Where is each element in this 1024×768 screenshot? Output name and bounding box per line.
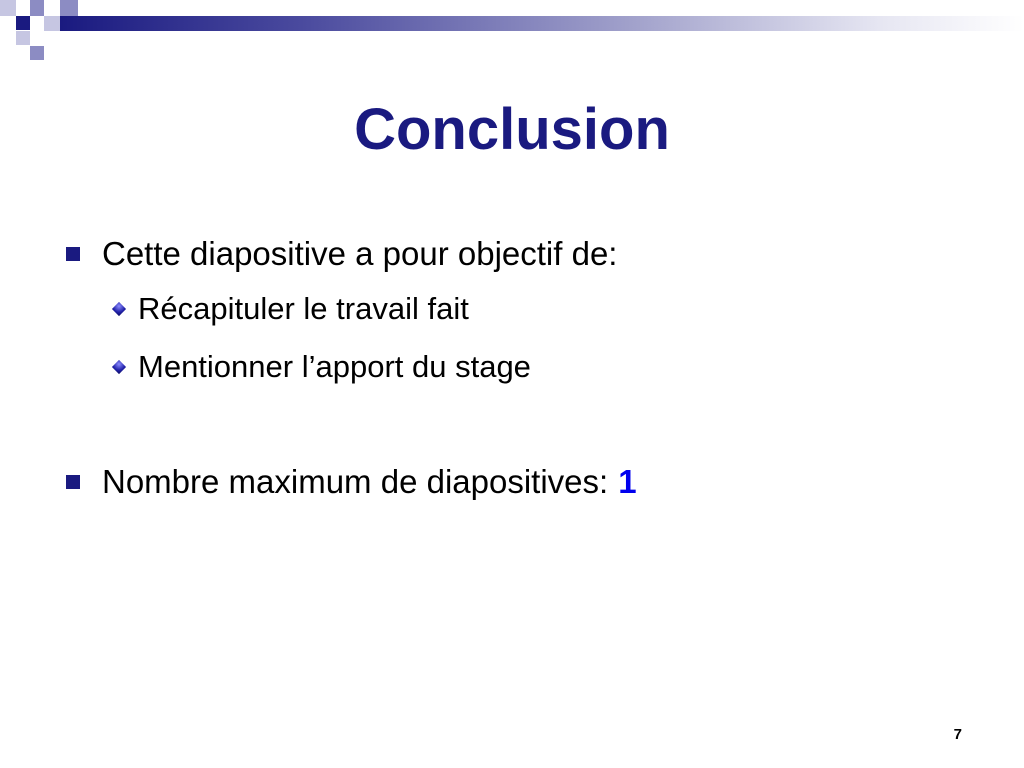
diamond-bullet-icon <box>112 302 126 316</box>
header-gradient-bar <box>60 16 1024 31</box>
decoration-square <box>44 16 60 31</box>
decoration-square <box>16 31 30 45</box>
sub-bullet-item <box>114 280 966 338</box>
decoration-square <box>0 0 16 16</box>
page-number: 7 <box>953 726 962 743</box>
diamond-bullet-icon <box>112 360 126 374</box>
decoration-square <box>30 46 44 60</box>
bullet-item <box>66 456 966 508</box>
decoration-square <box>16 16 30 30</box>
slide-title: Conclusion <box>354 97 670 162</box>
square-bullet-icon <box>66 475 80 489</box>
slide-content <box>66 228 966 508</box>
sub-bullet-text: Récapituler le travail fait <box>138 291 469 326</box>
bullet-item <box>66 228 966 280</box>
max-slides-value: 1 <box>618 463 637 500</box>
bullet-text: Nombre maximum de diapositives: <box>102 463 609 500</box>
decoration-square <box>30 0 44 16</box>
sub-bullet-item <box>114 338 966 396</box>
bullet-text: Cette diapositive a pour objectif de: <box>102 235 618 272</box>
square-bullet-icon <box>66 247 80 261</box>
decoration-square <box>60 0 78 16</box>
sub-bullet-text: Mentionner l’apport du stage <box>138 349 531 384</box>
